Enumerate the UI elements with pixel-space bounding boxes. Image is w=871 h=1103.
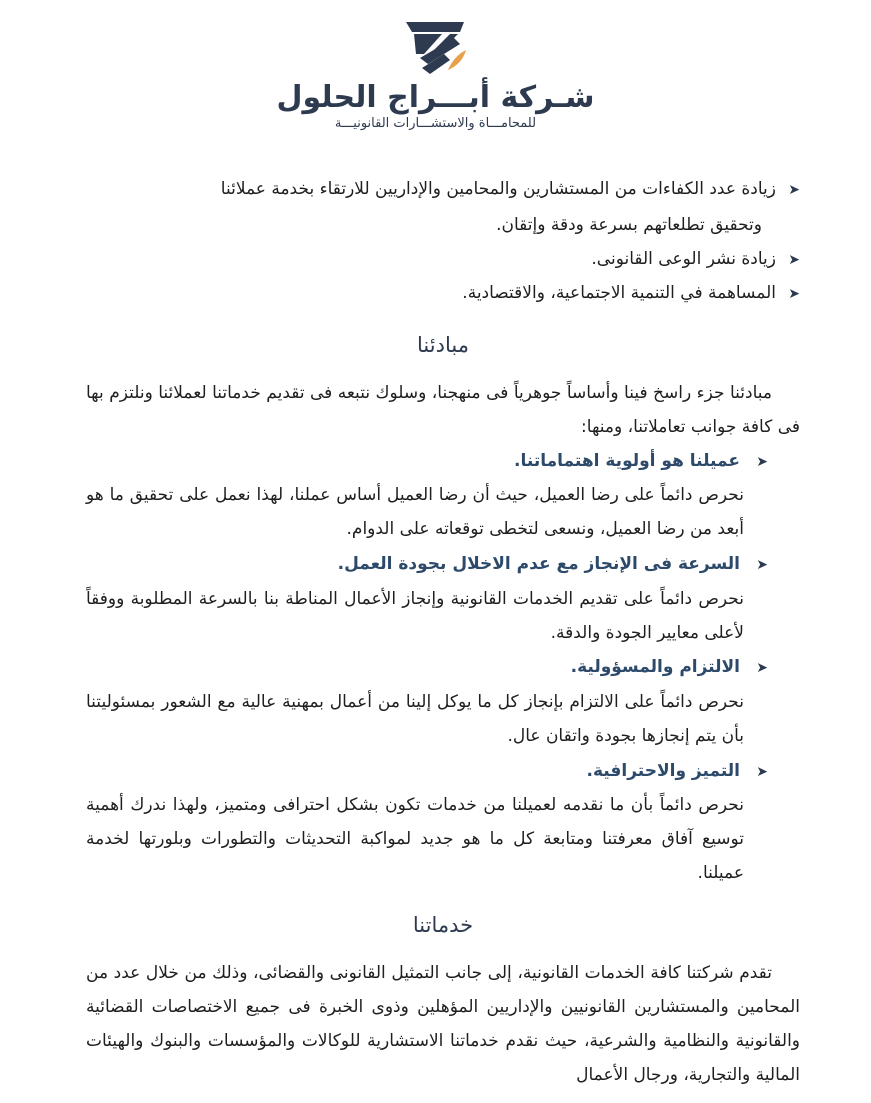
list-item: ➤المساهمة في التنمية الاجتماعية، والاقتصادية. — [462, 276, 800, 311]
principle-title: ➤عميلنا هو أولوية اهتماماتنا. — [514, 444, 768, 479]
section-heading-principles: مبادئنا — [417, 333, 469, 357]
principle-body: نحرص دائماً بأن ما نقدمه لعميلنا من خدمات تكون بشكل احترافى ومتميز، ولهذا ندرك أهمية توسيع آفاق معرفتنا ومتابعة كل ما هو جديد لمواكبة التحديثات والتطورات وبلورتها لخدمة عميلنا. — [86, 795, 744, 883]
logo-company-name: شـركة أبـــراج الحلول — [276, 80, 595, 115]
principles-intro-paragraph: مبادئنا جزء راسخ فينا وأساساً جوهرياً فى منهجنا، وسلوك نتبعه فى تقديم خدماتنا لعملائنا ونلتزم بها فى كافة جوانب تعاملاتنا، ومنها: — [86, 383, 800, 437]
company-logo — [0, 20, 871, 132]
principle-body: نحرص دائماً على الالتزام بإنجاز كل ما يوكل إلينا من أعمال بمهنية عالية مع الشعور بمسئوليتنا بأن يتم إنجازها بجودة واتقان عال. — [86, 692, 744, 746]
arrow-bullet-icon: ➤ — [788, 286, 800, 302]
logo-emblem-icon — [404, 20, 468, 78]
list-item: ➤زيادة عدد الكفاءات من المستشارين والمحامين والإداريين للارتقاء بخدمة عملائنا — [221, 172, 800, 207]
list-item-continuation: وتحقيق تطلعاتهم بسرعة ودقة وإتقان. — [496, 215, 762, 235]
list-item: ➤زيادة نشر الوعى القانونى. — [591, 242, 800, 277]
services-intro-paragraph: تقدم شركتنا كافة الخدمات القانونية، إلى جانب التمثيل القانونى والقضائى، وذلك من خلال عدد من المحامين والمستشارين القانونيين والإداريين المؤهلين وذوى الخبرة فى جميع الاختصاصات القضائية والقانونية والنظامية والشرعية، حيث نقدم خدماتنا الاستشارية للوكالات والمؤسسات والبنوك والهيئات المالية والتجارية، ورجال الأعمال — [86, 963, 800, 1085]
logo-tagline: للمحامـــاة والاستشـــارات القانونيـــة — [334, 116, 537, 131]
arrow-bullet-icon: ➤ — [756, 660, 768, 676]
principle-body: نحرص دائماً على تقديم الخدمات القانونية وإنجاز الأعمال المناطة بنا بالسرعة المطلوبة ووفقاً لأعلى معايير الجودة والدقة. — [86, 589, 744, 643]
section-heading-services: خدماتنا — [412, 913, 474, 937]
principle-body: نحرص دائماً على رضا العميل، حيث أن رضا العميل أساس عملنا، لهذا نعمل على تحقيق ما هو أبعد من رضا العميل، ونسعى لتخطى توقعاته على الدوام. — [86, 485, 744, 539]
arrow-bullet-icon: ➤ — [756, 557, 768, 573]
arrow-bullet-icon: ➤ — [788, 252, 800, 268]
principle-title: ➤السرعة فى الإنجاز مع عدم الاخلال بجودة العمل. — [338, 547, 768, 582]
arrow-bullet-icon: ➤ — [756, 454, 768, 470]
principle-title: ➤الالتزام والمسؤولية. — [571, 650, 768, 685]
principle-title: ➤التميز والاحترافية. — [587, 754, 768, 789]
arrow-bullet-icon: ➤ — [788, 182, 800, 198]
arrow-bullet-icon: ➤ — [756, 764, 768, 780]
